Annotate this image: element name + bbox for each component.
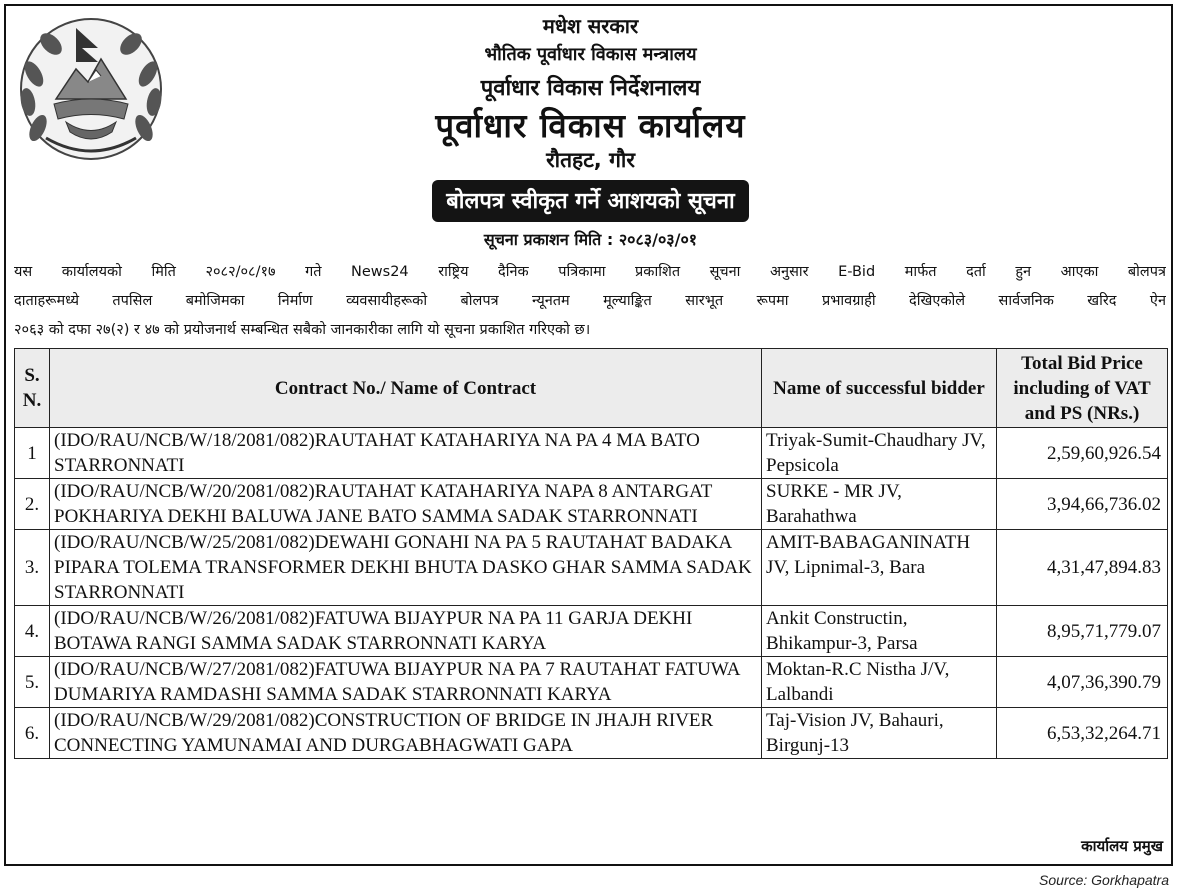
table-row: [15, 606, 1168, 657]
cell-sn: 5.: [15, 657, 50, 708]
cell-bidder: Ankit Constructin, Bhikampur-3, Parsa: [762, 606, 997, 657]
intro-line: यस कार्यालयको मिति २०८२/०८/१७ गते News24 राष्ट्रिय दैनिक पत्रिकामा प्रकाशित सूचना अनुसार E-Bid मार्फत दर्ता हुन आएका बोलपत्र: [14, 264, 1166, 280]
header-sn: S. N.: [15, 349, 50, 428]
cell-bidder: Triyak-Sumit-Chaudhary JV, Pepsicola: [762, 428, 997, 479]
source-credit: Source: Gorkhapatra: [1039, 872, 1169, 888]
cell-sn: 3.: [15, 530, 50, 606]
cell-contract: (IDO/RAU/NCB/W/18/2081/082)RAUTAHAT KATAHARIYA NA PA 4 MA BATO STARRONNATI: [50, 428, 762, 479]
cell-bidder: AMIT-BABAGANINATH JV, Lipnimal-3, Bara: [762, 530, 997, 606]
cell-contract: (IDO/RAU/NCB/W/26/2081/082)FATUWA BIJAYPUR NA PA 11 GARJA DEKHI BOTAWA RANGI SAMMA SADAK STARRONNATI KARYA: [50, 606, 762, 657]
notice-title: बोलपत्र स्वीकृत गर्ने आशयको सूचना: [432, 180, 749, 222]
cell-bidder: Moktan-R.C Nistha J/V, Lalbandi: [762, 657, 997, 708]
header-contract: Contract No./ Name of Contract: [50, 349, 762, 428]
cell-price: 3,94,66,736.02: [997, 479, 1168, 530]
intro-paragraph: [14, 258, 1166, 345]
publish-date: सूचना प्रकाशन मिति : २०८३/०३/०१: [483, 230, 698, 249]
header-location: रौतहट, गौर: [546, 148, 635, 172]
header-line-ministry: भौतिक पूर्वाधार विकास मन्त्रालय: [484, 44, 697, 65]
table-row: [15, 530, 1168, 606]
cell-contract: (IDO/RAU/NCB/W/29/2081/082)CONSTRUCTION OF BRIDGE IN JHAJH RIVER CONNECTING YAMUNAMAI AND DURGABHAGWATI GAPA: [50, 708, 762, 759]
cell-contract: (IDO/RAU/NCB/W/20/2081/082)RAUTAHAT KATAHARIYA NAPA 8 ANTARGAT POKHARIYA DEKHI BALUWA JANE BATO SAMMA SADAK STARRONNATI: [50, 479, 762, 530]
header-line-government: मधेश सरकार: [542, 14, 639, 38]
table-header-row: [15, 349, 1168, 428]
cell-sn: 6.: [15, 708, 50, 759]
cell-contract: (IDO/RAU/NCB/W/27/2081/082)FATUWA BIJAYPUR NA PA 7 RAUTAHAT FATUWA DUMARIYA RAMDASHI SAMMA SADAK STARRONNATI KARYA: [50, 657, 762, 708]
header-price: Total Bid Price including of VAT and PS (NRs.): [997, 349, 1168, 428]
signatory: कार्यालय प्रमुख: [1081, 837, 1163, 855]
header-bidder: Name of successful bidder: [762, 349, 997, 428]
cell-price: 8,95,71,779.07: [997, 606, 1168, 657]
table-row: [15, 708, 1168, 759]
contracts-table: [14, 348, 1168, 759]
cell-price: 4,07,36,390.79: [997, 657, 1168, 708]
cell-sn: 2.: [15, 479, 50, 530]
header-line-directorate: पूर्वाधार विकास निर्देशनालय: [480, 76, 701, 101]
intro-line: दाताहरूमध्ये तपसिल बमोजिमका निर्माण व्यवसायीहरूको बोलपत्र न्यूनतम मूल्याङ्कित सारभूत रूपमा प्रभावग्राही देखिएकोले सार्वजनिक खरिद ऐन: [14, 293, 1166, 309]
cell-bidder: SURKE - MR JV, Barahathwa: [762, 479, 997, 530]
cell-price: 2,59,60,926.54: [997, 428, 1168, 479]
table-row: [15, 657, 1168, 708]
table-row: [15, 428, 1168, 479]
cell-sn: 1: [15, 428, 50, 479]
cell-bidder: Taj-Vision JV, Bahauri, Birgunj-13: [762, 708, 997, 759]
table-row: [15, 479, 1168, 530]
header-office-name: पूर्वाधार विकास कार्यालय: [435, 106, 746, 145]
intro-line: २०६३ को दफा २७(२) र ४७ को प्रयोजनार्थ सम्बन्धित सबैको जानकारीका लागि यो सूचना प्रकाशित गरिएको छ।: [14, 322, 591, 338]
cell-price: 4,31,47,894.83: [997, 530, 1168, 606]
cell-sn: 4.: [15, 606, 50, 657]
cell-contract: (IDO/RAU/NCB/W/25/2081/082)DEWAHI GONAHI NA PA 5 RAUTAHAT BADAKA PIPARA TOLEMA TRANSFORMER DEKHI BHUTA DASKO GHAR SAMMA SADAK STARRONNATI: [50, 530, 762, 606]
cell-price: 6,53,32,264.71: [997, 708, 1168, 759]
